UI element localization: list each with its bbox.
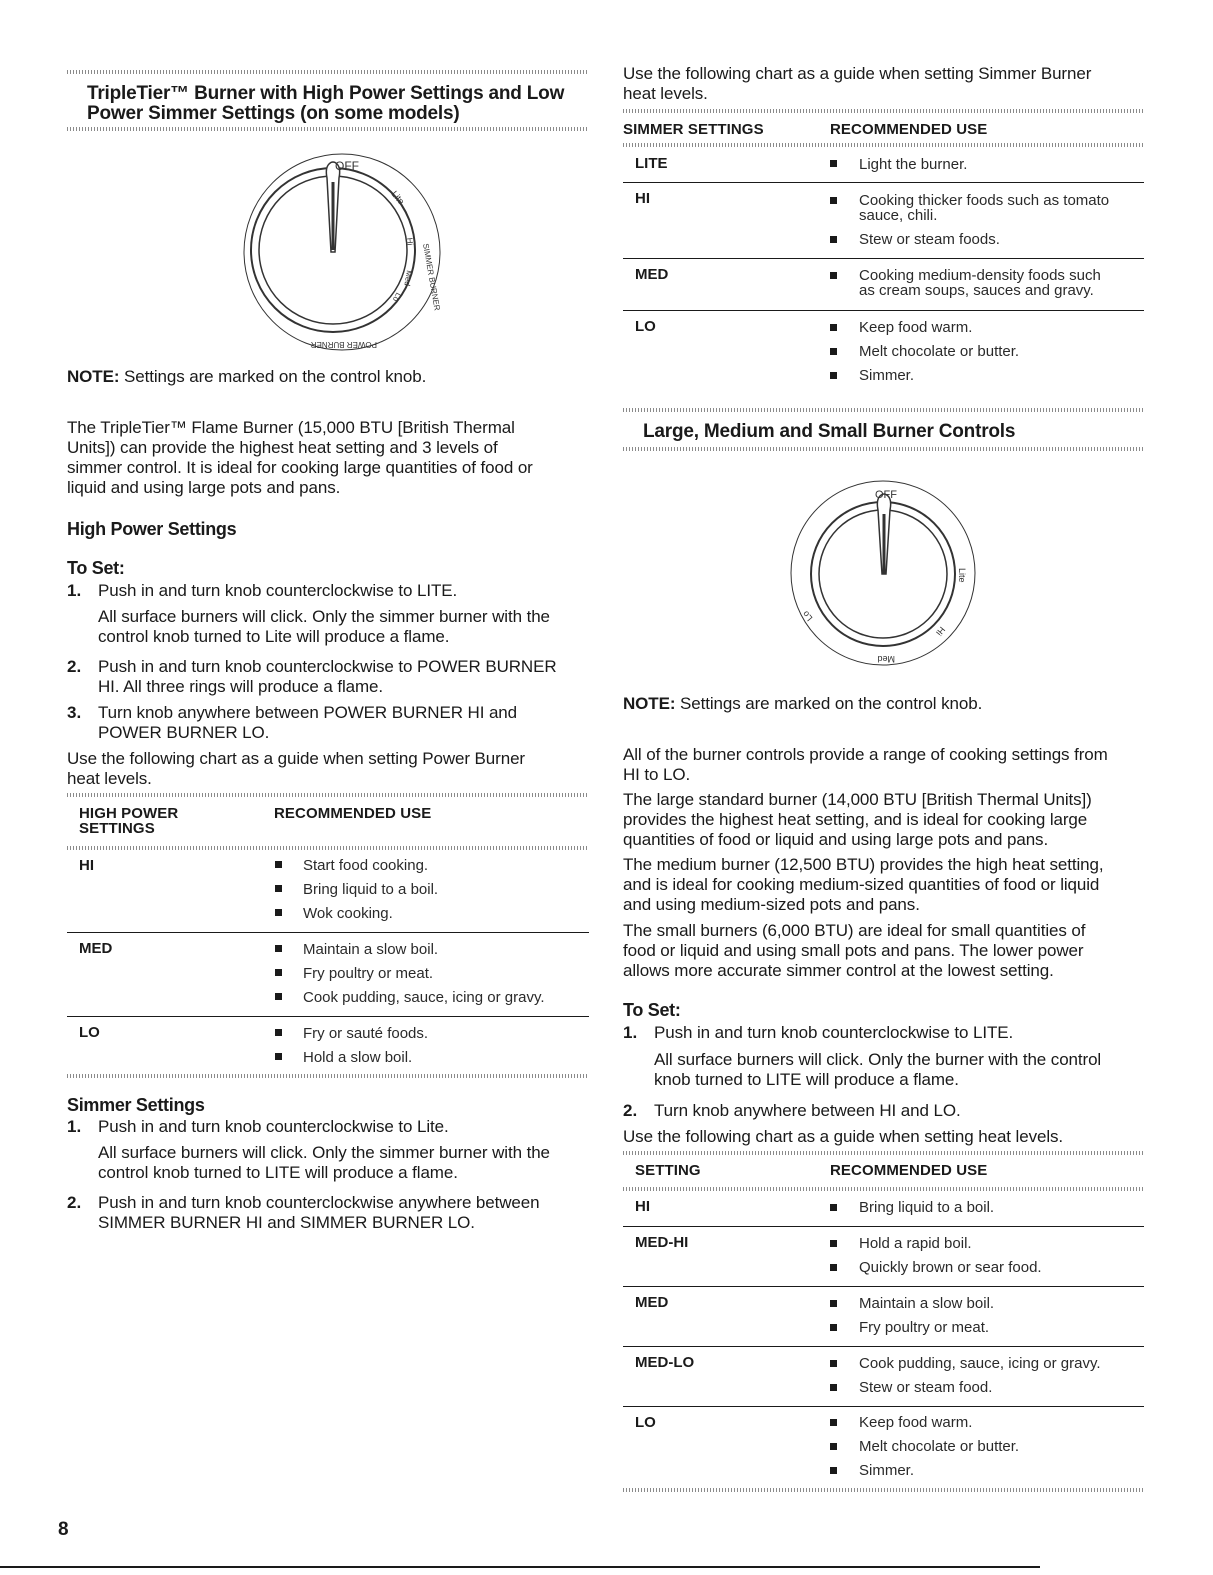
table-row-use: Bring liquid to a boil. xyxy=(859,1199,995,1216)
table-row-use: Maintain a slow boil. xyxy=(303,941,439,958)
table-rule xyxy=(623,1488,1145,1492)
knob-label-hi: Hi xyxy=(934,624,948,638)
page-number: 8 xyxy=(58,1519,69,1540)
table-row-key: LO xyxy=(635,1414,656,1431)
table-row-divider xyxy=(623,182,1144,183)
triple-tier-knob-illustration xyxy=(227,152,477,372)
bullet-icon xyxy=(830,1467,837,1474)
paragraph: All of the burner controls provide a range of cooking settings from HI to LO. xyxy=(623,745,1108,784)
bullet-icon xyxy=(830,272,837,279)
table-row-use: Bring liquid to a boil. xyxy=(303,881,439,898)
table-row-key: HI xyxy=(79,857,94,874)
to-set-heading: To Set: xyxy=(623,1000,681,1020)
table-rule xyxy=(67,793,589,797)
table-row-key: LITE xyxy=(635,155,668,172)
step-detail: All surface burners will click. Only the simmer burner with the control knob turned to LITE will produce a flame. xyxy=(98,1143,550,1182)
table-row-use: Keep food warm. xyxy=(859,319,973,336)
table-header-setting: HIGH POWER SETTINGS xyxy=(79,805,179,837)
bullet-icon xyxy=(275,885,282,892)
table-row-use: Hold a slow boil. xyxy=(303,1049,413,1066)
table-row-use: Melt chocolate or butter. xyxy=(859,343,1020,360)
bullet-icon xyxy=(830,372,837,379)
chart-intro: Use the following chart as a guide when setting Simmer Burner heat levels. xyxy=(623,64,1092,103)
bullet-icon xyxy=(830,1443,837,1450)
table-row-use: Stew or steam food. xyxy=(859,1379,993,1396)
step-text: Push in and turn knob counterclockwise to Lite. xyxy=(98,1117,449,1136)
table-row-use: Keep food warm. xyxy=(859,1414,973,1431)
chart-intro: Use the following chart as a guide when setting heat levels. xyxy=(623,1127,1064,1146)
table-row-use: Start food cooking. xyxy=(303,857,429,874)
knob-label-hi: Hi xyxy=(405,237,415,246)
bullet-icon xyxy=(830,1204,837,1211)
table-row-use: Light the burner. xyxy=(859,156,968,173)
page-bottom-rule xyxy=(0,1566,1040,1568)
step-text: Push in and turn knob counterclockwise to LITE. xyxy=(98,581,458,600)
burner-knob-illustration xyxy=(783,478,993,678)
bullet-icon xyxy=(275,945,282,952)
section-title-line1: TripleTier™ Burner with High Power Settings and Low xyxy=(87,83,565,104)
bullet-icon xyxy=(275,909,282,916)
bullet-icon xyxy=(830,1384,837,1391)
table-row-divider xyxy=(623,1226,1144,1227)
paragraph: The medium burner (12,500 BTU) provides the high heat setting, and is ideal for cooking medium-sized quantities of food or liquid and using medium-sized pots and pans. xyxy=(623,855,1104,914)
table-row-use: Melt chocolate or butter. xyxy=(859,1438,1020,1455)
table-row-divider xyxy=(67,1016,589,1017)
bullet-icon xyxy=(830,197,837,204)
bullet-icon xyxy=(830,160,837,167)
table-row-key: LO xyxy=(635,318,656,335)
bullet-icon xyxy=(830,1300,837,1307)
knob-label-off: OFF xyxy=(335,159,359,173)
bullet-icon xyxy=(275,861,282,868)
table-row-key: HI xyxy=(635,1198,650,1215)
table-row-key: MED-LO xyxy=(635,1354,695,1371)
table-row-use: Cook pudding, sauce, icing or gravy. xyxy=(303,989,545,1006)
bullet-icon xyxy=(275,993,282,1000)
table-row-key: MED xyxy=(635,266,669,283)
table-row-use: Simmer. xyxy=(859,367,915,384)
bullet-icon xyxy=(830,348,837,355)
step-number: 1. xyxy=(67,581,82,600)
bullet-icon xyxy=(830,1419,837,1426)
step-number: 1. xyxy=(67,1117,82,1136)
table-row-use: Cooking thicker foods such as tomato sauce, chili. xyxy=(859,192,1110,224)
table-row-key: MED xyxy=(79,940,113,957)
table-header-use: RECOMMENDED USE xyxy=(830,1162,988,1179)
simmer-heading: Simmer Settings xyxy=(67,1095,205,1115)
step-number: 3. xyxy=(67,703,82,722)
table-row-divider xyxy=(623,1346,1144,1347)
knob-label-lo: Lo xyxy=(800,609,815,624)
high-power-heading: High Power Settings xyxy=(67,519,237,539)
paragraph: The small burners (6,000 BTU) are ideal for small quantities of food or liquid and using small pots and pans. The lower power allows more accurate simmer control at the lowest setting. xyxy=(623,921,1086,980)
table-row-divider xyxy=(623,310,1144,311)
knob-label-med: Med xyxy=(877,654,895,664)
table-row-key: MED-HI xyxy=(635,1234,689,1251)
bullet-icon xyxy=(830,1324,837,1331)
table-rule xyxy=(67,1074,589,1078)
knob-label-power-burner: POWER BURNER xyxy=(310,340,377,349)
step-text: Push in and turn knob counterclockwise to POWER BURNER HI. All three rings will produce a flame. xyxy=(98,657,557,696)
table-rule xyxy=(623,1151,1145,1155)
table-row-use: Quickly brown or sear food. xyxy=(859,1259,1042,1276)
chart-intro: Use the following chart as a guide when setting Power Burner heat levels. xyxy=(67,749,525,788)
table-row-use: Stew or steam foods. xyxy=(859,231,1000,248)
note-text: NOTE: Settings are marked on the control knob. xyxy=(67,367,427,386)
table-row-use: Cooking medium-density foods such as cream soups, sauces and gravy. xyxy=(859,267,1101,299)
table-row-divider xyxy=(623,258,1144,259)
knob-label-med: Med xyxy=(402,269,414,287)
note-text: NOTE: Settings are marked on the control knob. xyxy=(623,694,983,713)
note-label: NOTE: xyxy=(67,367,120,386)
table-rule xyxy=(623,109,1145,113)
bullet-icon xyxy=(830,1264,837,1271)
table-row-key: MED xyxy=(635,1294,669,1311)
knob-label-lite: Lite xyxy=(389,188,407,207)
table-row-key: LO xyxy=(79,1024,100,1041)
step-detail: All surface burners will click. Only the burner with the control knob turned to LITE will produce a flame. xyxy=(654,1050,1102,1089)
step-text: Push in and turn knob counterclockwise to LITE. xyxy=(654,1023,1014,1042)
table-header-use: RECOMMENDED USE xyxy=(830,121,988,138)
paragraph: The large standard burner (14,000 BTU [British Thermal Units]) provides the highest heat setting, and is ideal for cooking large quantities of food or liquid and using large pots and pans. xyxy=(623,790,1092,849)
step-text: Turn knob anywhere between POWER BURNER HI and POWER BURNER LO. xyxy=(98,703,518,742)
step-detail: All surface burners will click. Only the simmer burner with the control knob turned to Lite will produce a flame. xyxy=(98,607,550,646)
table-row-divider xyxy=(623,1406,1144,1407)
bullet-icon xyxy=(275,969,282,976)
knob-label-off: OFF xyxy=(875,489,897,501)
step-number: 2. xyxy=(67,1193,82,1212)
bullet-icon xyxy=(830,1240,837,1247)
step-number: 2. xyxy=(623,1101,638,1120)
table-row-use: Cook pudding, sauce, icing or gravy. xyxy=(859,1355,1101,1372)
step-text: Push in and turn knob counterclockwise anywhere between SIMMER BURNER HI and SIMMER BURNER LO. xyxy=(98,1193,540,1232)
table-header-setting: SETTING xyxy=(635,1162,701,1179)
table-rule xyxy=(623,1187,1145,1191)
section-rule xyxy=(67,70,589,74)
note-label: NOTE: xyxy=(623,694,676,713)
table-rule xyxy=(67,846,589,850)
table-header-use: RECOMMENDED USE xyxy=(274,805,432,822)
table-row-divider xyxy=(67,932,589,933)
table-row-use: Fry poultry or meat. xyxy=(859,1319,990,1336)
bullet-icon xyxy=(830,236,837,243)
table-row-use: Maintain a slow boil. xyxy=(859,1295,995,1312)
table-row-use: Hold a rapid boil. xyxy=(859,1235,972,1252)
knob-label-simmer-burner: SIMMER BURNER xyxy=(421,242,442,312)
table-row-use: Simmer. xyxy=(859,1462,915,1479)
table-header-setting: SIMMER SETTINGS xyxy=(623,121,764,138)
table-row-key: HI xyxy=(635,190,650,207)
step-text: Turn knob anywhere between HI and LO. xyxy=(654,1101,961,1120)
table-rule xyxy=(623,143,1145,147)
knob-label-lite: Lite xyxy=(957,568,967,583)
step-number: 1. xyxy=(623,1023,638,1042)
table-row-use: Fry poultry or meat. xyxy=(303,965,434,982)
intro-paragraph: The TripleTier™ Flame Burner (15,000 BTU [British Thermal Units]) can provide the highest heat setting and 3 levels of simmer control. It is ideal for cooking large quantities of food or liquid and using large pots and pans. xyxy=(67,418,533,497)
step-number: 2. xyxy=(67,657,82,676)
bullet-icon xyxy=(830,1360,837,1367)
bullet-icon xyxy=(275,1029,282,1036)
table-row-divider xyxy=(623,1286,1144,1287)
section-rule xyxy=(67,127,589,131)
controls-heading: Large, Medium and Small Burner Controls xyxy=(643,421,1016,442)
bullet-icon xyxy=(830,324,837,331)
section-rule xyxy=(623,408,1145,412)
table-row-use: Wok cooking. xyxy=(303,905,393,922)
knob-label-lo: Lo xyxy=(390,291,404,304)
to-set-heading: To Set: xyxy=(67,558,125,578)
section-title-line2: Power Simmer Settings (on some models) xyxy=(87,103,460,124)
section-rule xyxy=(623,447,1145,451)
table-row-use: Fry or sauté foods. xyxy=(303,1025,429,1042)
bullet-icon xyxy=(275,1053,282,1060)
